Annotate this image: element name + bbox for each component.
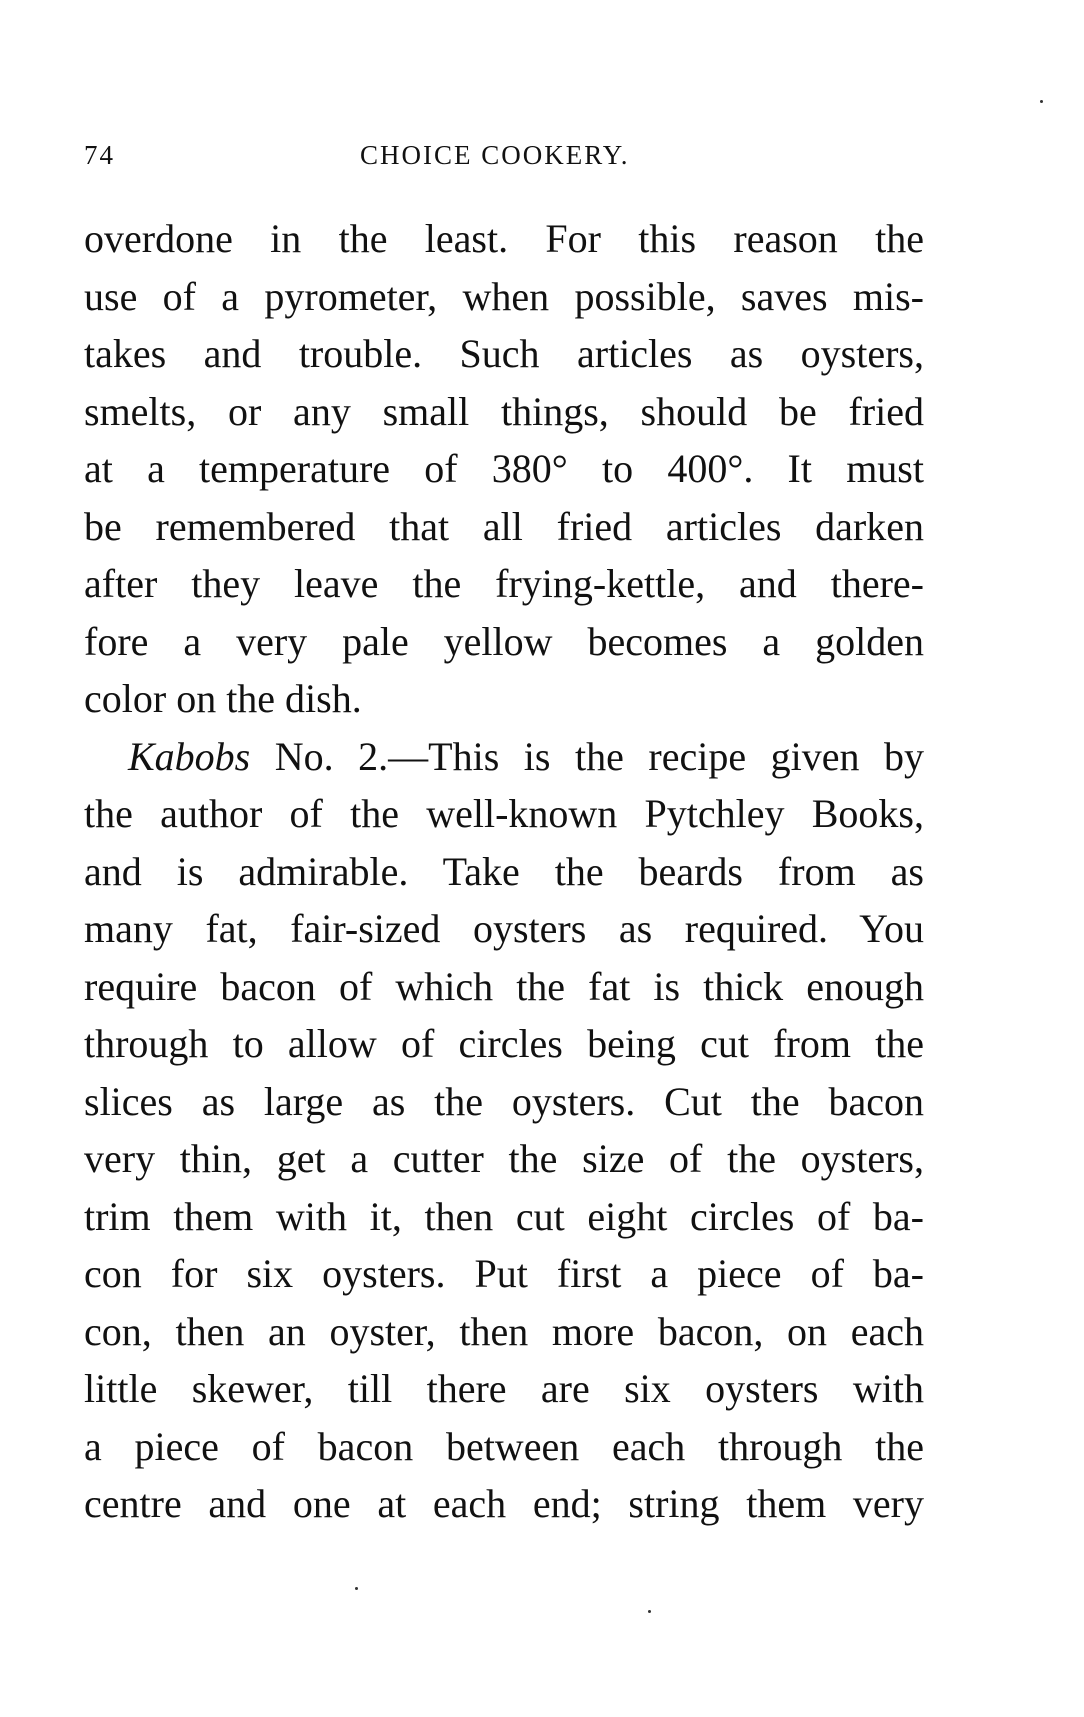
text-line: overdone in the least. For this reason the	[84, 216, 924, 261]
text-line: takes and trouble. Such articles as oysters,	[84, 331, 924, 376]
text-line: and is admirable. Take the beards from as	[84, 848, 924, 894]
text-line: through to allow of circles being cut from the	[84, 1021, 924, 1066]
scan-speck	[355, 1587, 358, 1590]
text-line: many fat, fair-sized oysters as required. You	[84, 906, 924, 951]
text-line: fore a very pale yellow becomes a golden	[84, 618, 924, 664]
text-line: con, then an oyster, then more bacon, on each	[84, 1308, 924, 1354]
text-line: be remembered that all fried articles darken	[84, 503, 924, 549]
text-line: after they leave the frying-kettle, and there-	[84, 561, 924, 606]
text-line: require bacon of which the fat is thick enough	[84, 963, 924, 1009]
text-line: little skewer, till there are six oysters with	[84, 1366, 924, 1411]
text-line: use of a pyrometer, when possible, saves mis-	[84, 273, 924, 319]
text-line: the author of the well-known Pytchley Books,	[84, 791, 924, 836]
running-head	[84, 140, 924, 180]
text-line: trim them with it, then cut eight circles of ba-	[84, 1193, 924, 1239]
text-line: con for six oysters. Put first a piece of ba-	[84, 1251, 924, 1296]
recipe-heading-line	[84, 728, 924, 786]
text-line: smelts, or any small things, should be fried	[84, 388, 924, 434]
text-line: very thin, get a cutter the size of the oysters,	[84, 1136, 924, 1181]
text-line: a piece of bacon between each through the	[84, 1423, 924, 1469]
scan-speck	[648, 1610, 651, 1613]
scan-speck	[1040, 100, 1043, 103]
recipe-title: Kabobs	[128, 733, 251, 779]
body-text	[84, 210, 924, 1533]
page-title: CHOICE COOKERY.	[360, 140, 630, 170]
text-line: color on the dish.	[84, 676, 362, 721]
page-number: 74	[84, 140, 115, 170]
text-line: slices as large as the oysters. Cut the bacon	[84, 1078, 924, 1124]
text-line: at a temperature of 380° to 400°. It must	[84, 446, 924, 491]
text-line: centre and one at each end; string them very	[84, 1481, 924, 1526]
recipe-first-line: No. 2.—This is the recipe given by	[250, 733, 924, 779]
